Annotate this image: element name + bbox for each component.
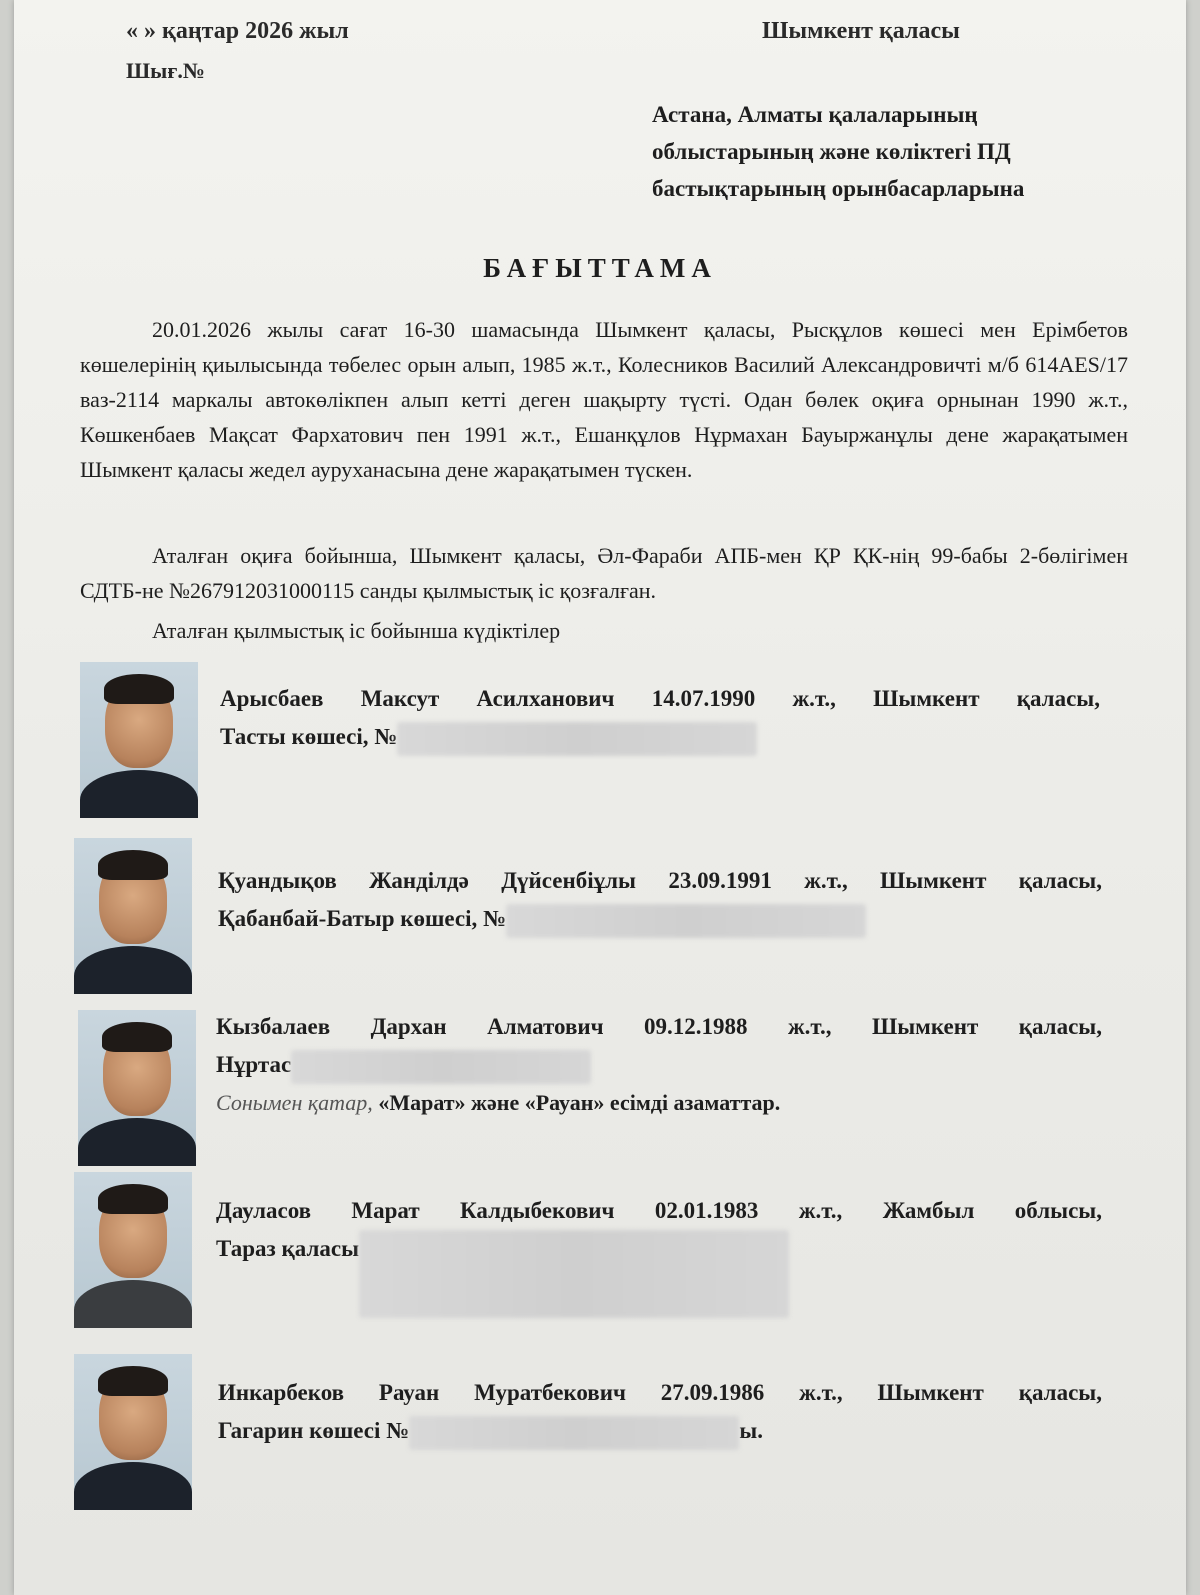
suspects-intro: Аталған қылмыстық іс бойынша күдіктілер [152, 618, 561, 643]
suspect-photo [78, 1010, 196, 1166]
suspect-address: Қабанбай-Батыр көшесі, № [218, 906, 507, 931]
city-header: Шымкент қаласы [762, 18, 960, 44]
suspect-address: Тараз қаласы [216, 1236, 360, 1261]
redacted-block [359, 1230, 789, 1318]
suspect-photo [74, 1172, 192, 1328]
suspect-details: Қуандықов Жанділдә Дүйсенбіұлы 23.09.1991 ж.т., Шымкент қаласы, [218, 868, 1102, 893]
addressee-line: Астана, Алматы қалаларының [652, 102, 978, 127]
redacted-block [291, 1050, 591, 1084]
suspect-details: Дауласов Марат Калдыбекович 02.01.1983 ж.т., Жамбыл облысы, [216, 1198, 1102, 1223]
suspect-address: Гагарин көшесі № [218, 1418, 410, 1443]
paragraph-case: Аталған оқиға бойынша, Шымкент қаласы, Әл-Фараби АПБ-мен ҚР ҚК-нің 99-бабы 2-бөлігімен СДТБ-не №267912031000115 санды қылмыстық іс қозғалған. [80, 543, 1128, 603]
redacted-block [506, 904, 866, 938]
suspect-entry [218, 1374, 1102, 1450]
document-page [14, 0, 1186, 1595]
suspect-photo [74, 1354, 192, 1510]
suspect-photo [74, 838, 192, 994]
additional-note [216, 1084, 1102, 1122]
paragraph-incident: 20.01.2026 жылы сағат 16-30 шамасында Шымкент қаласы, Рысқұлов көшесі мен Ерімбетов көшелерінің қиылысында төбелес орын алып, 1985 ж.т., Колесников Василий Александровичті м/б 614AES/17 ваз-2114 маркалы автокөлікпен алып кетті деген шақырту түсті. Одан бөлек оқиға орнынан 1990 ж.т., Көшкенбаев Мақсат Фархатович пен 1991 ж.т., Ешанқұлов Нұрмахан Бауыржанұлы дене жарақатымен Шымкент қаласы жедел ауруханасына дене жарақатымен түскен. [80, 317, 1128, 482]
redacted-block [409, 1416, 739, 1450]
suspect-address: Нұртас [216, 1052, 292, 1077]
addressee-block [652, 96, 1152, 207]
suspect-details: Инкарбеков Рауан Муратбекович 27.09.1986 ж.т., Шымкент қаласы, [218, 1380, 1102, 1405]
suspect-details: Арысбаев Максут Асилханович 14.07.1990 ж.т., Шымкент қаласы, [220, 686, 1100, 711]
suspect-entry [216, 1192, 1102, 1318]
suspect-entry [218, 862, 1102, 938]
suspect-entry [216, 1008, 1102, 1122]
note-text: «Марат» және «Рауан» есімді азаматтар. [378, 1090, 781, 1115]
document-title: БАҒЫТТАМА [483, 253, 717, 283]
addressee-line: облыстарының және көліктегі ПД [652, 139, 1011, 164]
suspect-address: Тасты көшесі, № [220, 724, 398, 749]
suspect-address-tail: ы. [739, 1418, 763, 1443]
date-line: « » қаңтар 2026 жыл [126, 18, 349, 44]
addressee-line: бастықтарының орынбасарларына [652, 176, 1025, 201]
suspect-entry [220, 680, 1100, 756]
suspect-photo [80, 662, 198, 818]
note-italic: Сонымен қатар, [216, 1090, 373, 1115]
outgoing-number: Шығ.№ [126, 58, 205, 83]
redacted-block [397, 722, 757, 756]
suspect-details: Кызбалаев Дархан Алматович 09.12.1988 ж.т., Шымкент қаласы, [216, 1014, 1102, 1039]
